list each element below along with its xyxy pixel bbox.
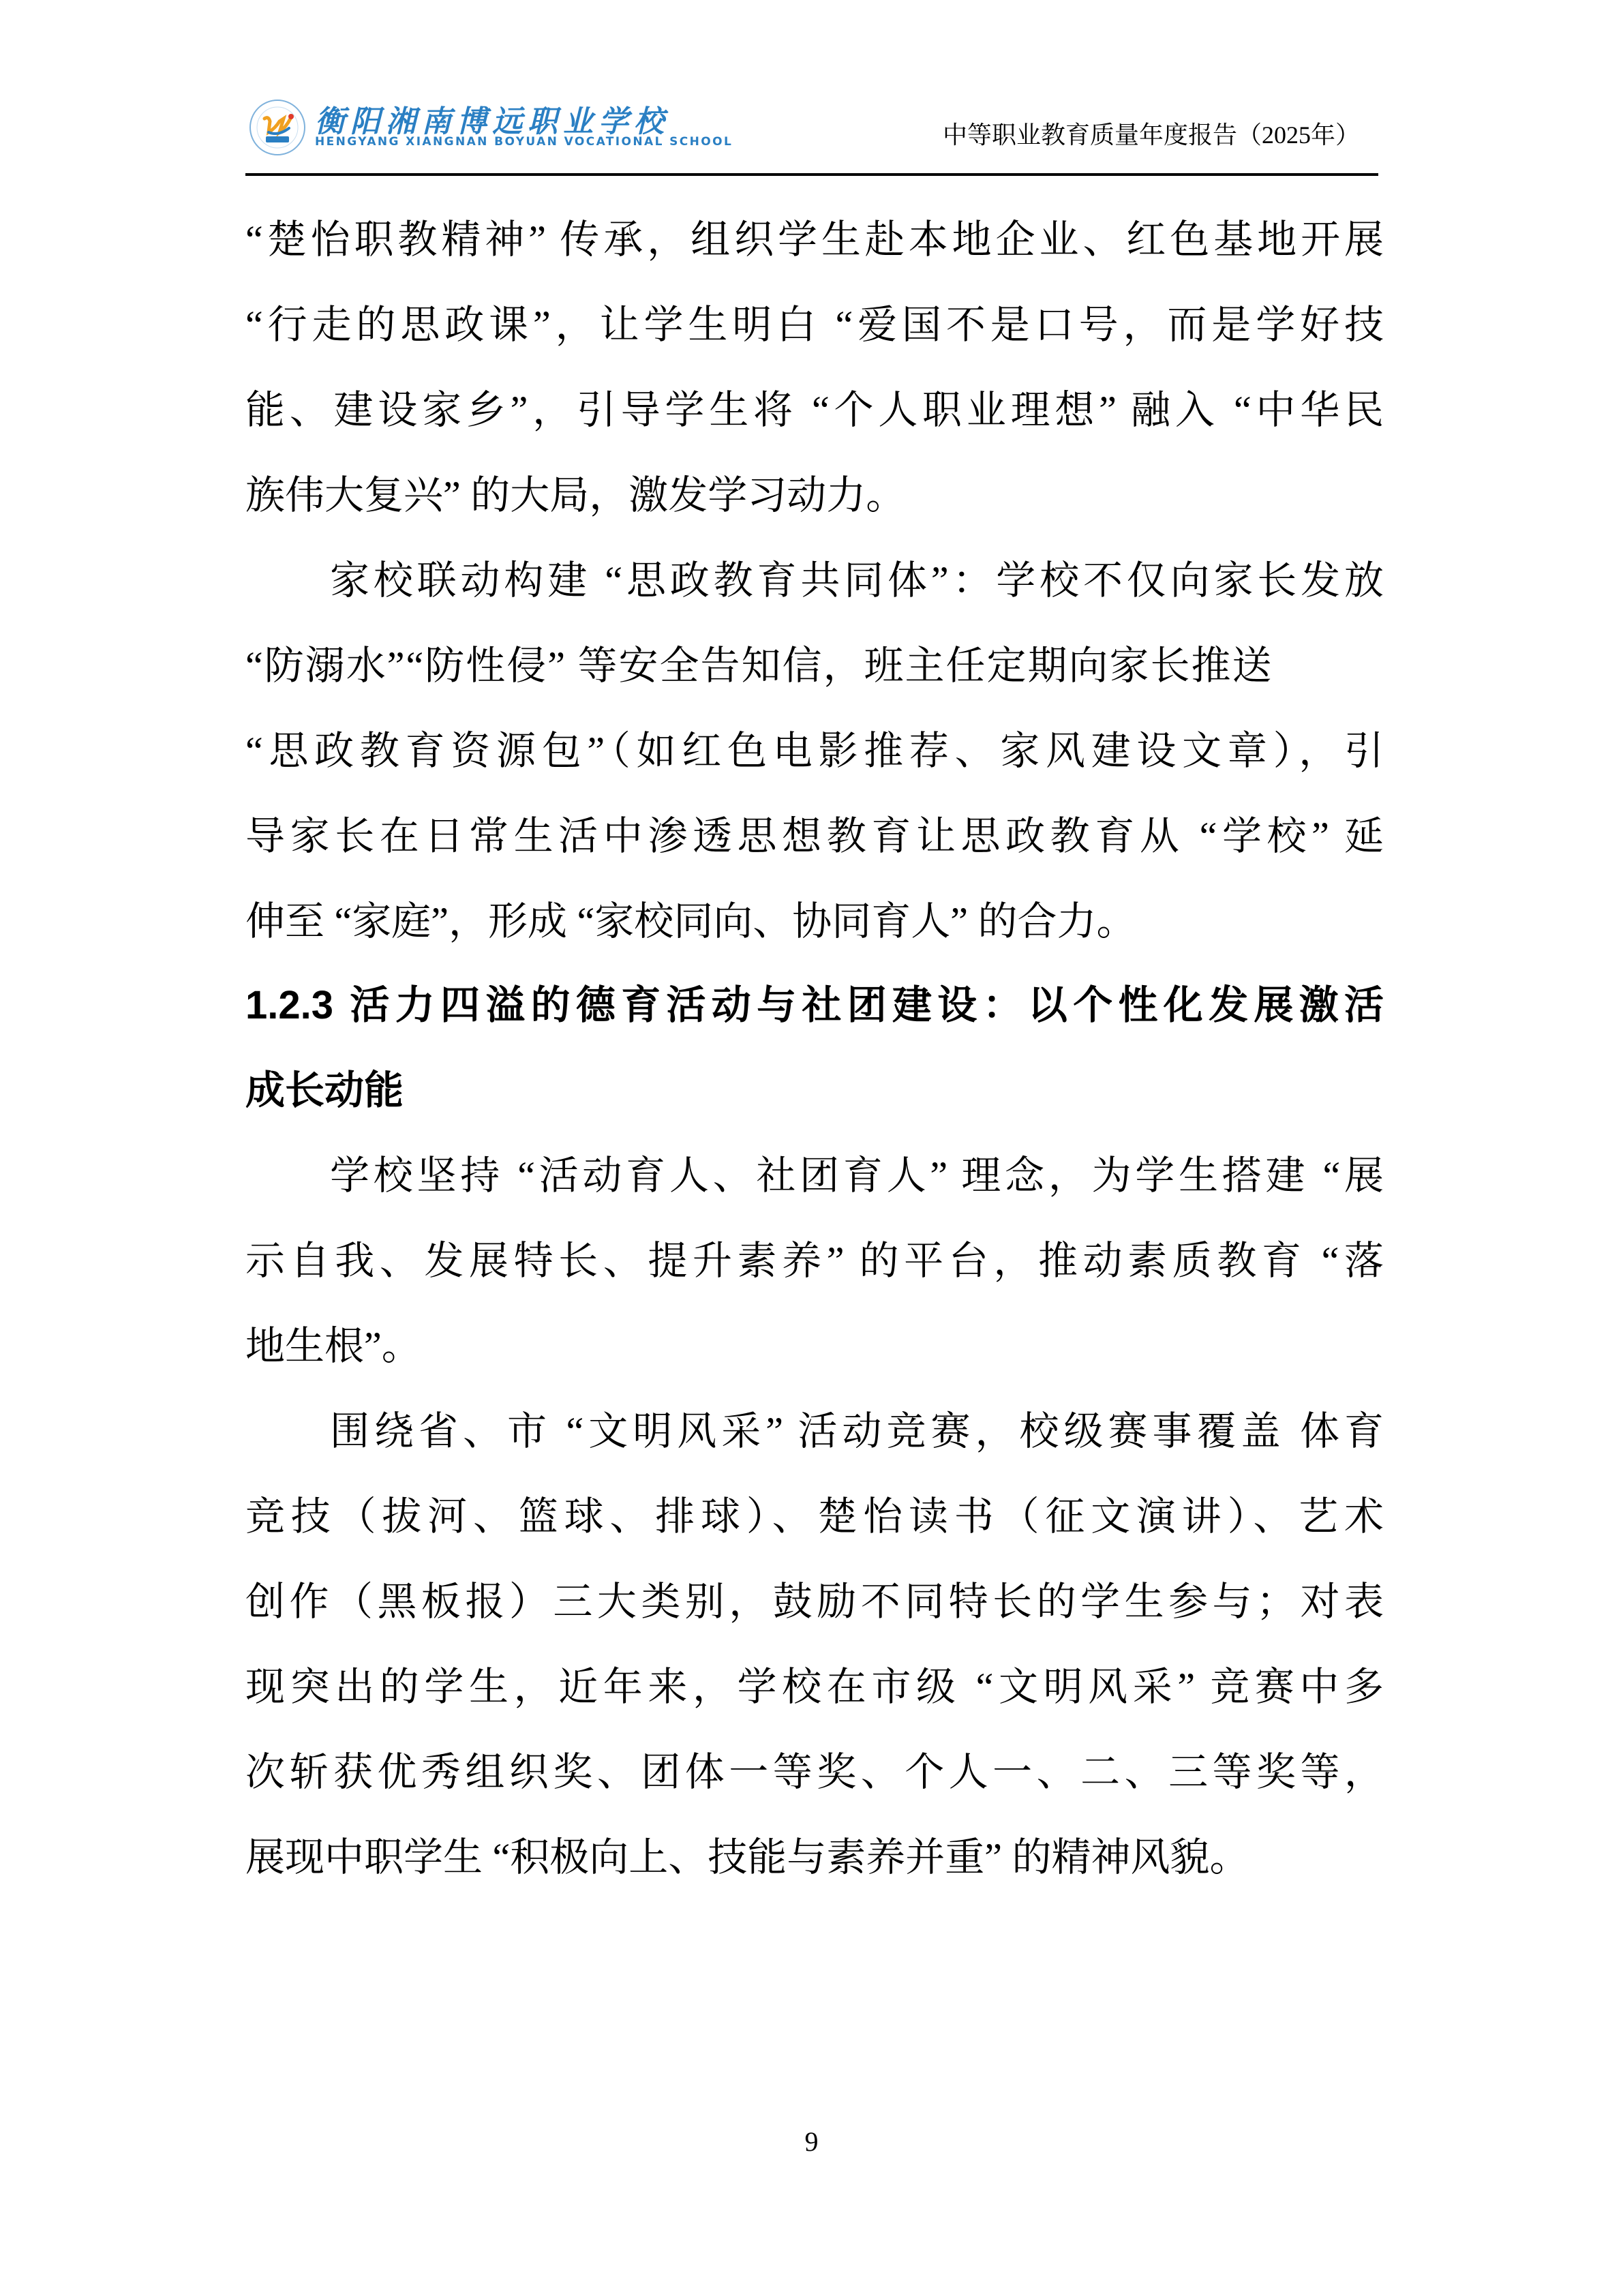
header-divider: [245, 173, 1378, 176]
paragraph-4-line: 展现中职学生 “积极向上、技能与素养并重” 的精神风貌。: [245, 1835, 1249, 1879]
page-number: 9: [804, 2126, 819, 2157]
paragraph-3-line: 学校坚持 “活动育人、社团育人” 理念，为学生搭建 “展: [330, 1153, 1384, 1198]
paragraph-2-line: 导家长在日常生活中渗透思想教育让思政教育从 “学校” 延: [245, 814, 1384, 858]
paragraph-4-line: 竞技（拔河、篮球、排球）、楚怡读书（征文演讲）、艺术: [245, 1494, 1384, 1539]
report-title: 中等职业教育质量年度报告（2025年）: [942, 121, 1360, 149]
section-heading: 1.2.3 活力四溢的德育活动与社团建设：以个性化发展激活: [245, 983, 1384, 1027]
paragraph-4-line: 创作（黑板报）三大类别，鼓励不同特长的学生参与；对表: [245, 1580, 1384, 1624]
paragraph-2-line: 家校联动构建 “思政教育共同体”：学校不仅向家长发放: [330, 558, 1384, 603]
section-heading-continued: 成长动能: [245, 1068, 404, 1113]
paragraph-3-line: 地生根”。: [245, 1324, 421, 1368]
school-name-chinese: 衡阳湘南博远职业学校: [315, 104, 669, 139]
paragraph-4-line: 现突出的学生，近年来，学校在市级 “文明风采” 竞赛中多: [245, 1665, 1384, 1709]
paragraph-1-line: “行走的思政课”，让学生明白 “爱国不是口号，而是学好技: [245, 303, 1384, 347]
paragraph-2-line: 伸至 “家庭”，形成 “家校同向、协同育人” 的合力。: [245, 899, 1136, 943]
paragraph-1-line: “楚怡职教精神” 传承，组织学生赴本地企业、红色基地开展: [245, 217, 1384, 262]
paragraph-1-line: 族伟大复兴” 的大局，激发学习动力。: [245, 473, 906, 517]
paragraph-3-line: 示自我、发展特长、提升素养” 的平台，推动素质教育 “落: [245, 1239, 1384, 1283]
school-logo-icon: [248, 98, 307, 157]
paragraph-4-line: 次斩获优秀组织奖、团体一等奖、个人一、二、三等奖等，: [245, 1750, 1384, 1794]
paragraph-2-line: “防溺水”“防性侵” 等安全告知信，班主任定期向家长推送: [245, 644, 1273, 688]
paragraph-1-line: 能、建设家乡”，引导学生将 “个人职业理想” 融入 “中华民: [245, 388, 1384, 432]
school-name-english: HENGYANG XIANGNAN BOYUAN VOCATIONAL SCHOOL: [315, 135, 733, 149]
paragraph-4-line: 围绕省、市 “文明风采” 活动竞赛，校级赛事覆盖 体育: [330, 1409, 1384, 1453]
paragraph-2-line: “思政教育资源包”（如红色电影推荐、家风建设文章），引: [245, 729, 1384, 773]
